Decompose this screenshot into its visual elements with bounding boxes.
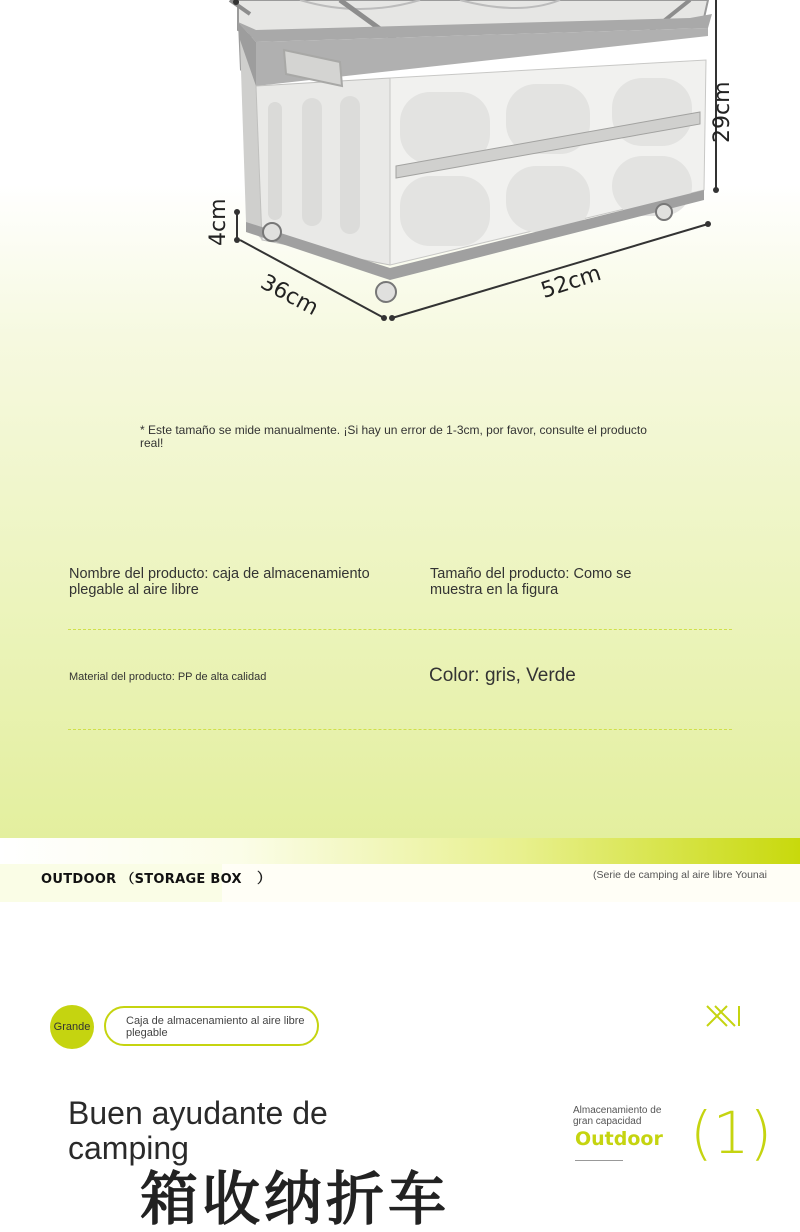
spec-product-size: Tamaño del producto: Como se muestra en la figura	[430, 566, 632, 598]
banner-series-text: (Serie de camping al aire libre Younai	[593, 869, 767, 881]
caption-underline	[575, 1160, 623, 1161]
storage-box-illustration	[0, 0, 800, 340]
spec-product-name: Nombre del producto: caja de almacenamiento plegable al aire libre	[69, 566, 370, 598]
height-dimension-label: 29cm	[710, 81, 735, 143]
product-pill-label: Caja de almacenamiento al aire libre plegable	[104, 1006, 319, 1046]
grande-badge: Grande	[50, 1005, 94, 1049]
width-dimension-label: 52cm	[538, 260, 605, 304]
banner-gradient-strip	[0, 838, 800, 864]
measurement-note: * Este tamaño se mide manualmente. ¡Si hay un error de 1-3cm, por favor, consulte el producto real!	[140, 423, 647, 450]
depth-dimension-label: 36cm	[256, 270, 323, 321]
banner-close-paren: ）	[257, 870, 271, 886]
divider	[68, 629, 732, 630]
slash-lines-icon	[705, 1004, 743, 1030]
spec-color: Color: gris, Verde	[429, 665, 576, 686]
headline: Buen ayudante de camping	[68, 1095, 328, 1166]
wheel-dimension-label: 4cm	[206, 198, 231, 246]
banner-title: OUTDOOR （STORAGE BOX	[41, 872, 242, 887]
outdoor-mini-logo: Outdoor	[575, 1128, 663, 1150]
section-number: (1)	[690, 1099, 773, 1167]
outdoor-banner	[0, 838, 800, 902]
spec-material: Material del producto: PP de alta calidad	[69, 671, 267, 683]
capacity-caption: Almacenamiento de gran capacidad	[573, 1105, 662, 1127]
divider	[68, 729, 732, 730]
chinese-title: 箱收纳折车	[140, 1167, 451, 1232]
